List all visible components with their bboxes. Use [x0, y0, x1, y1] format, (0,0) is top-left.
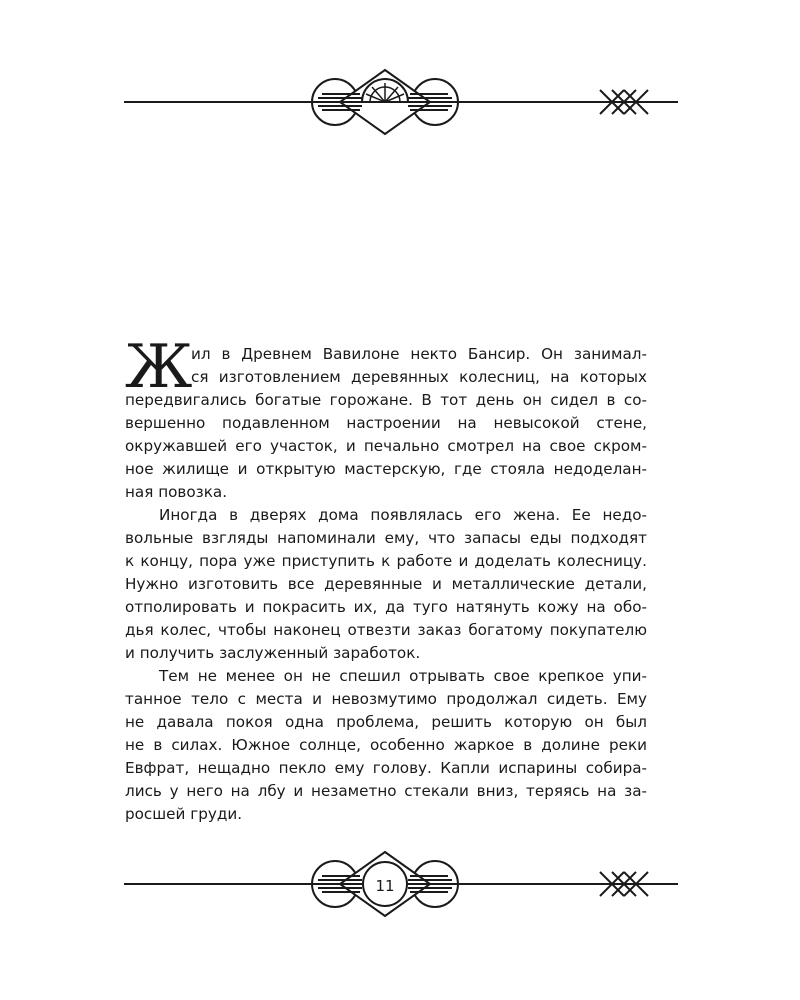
text-line: и получить заслуженный заработок.: [125, 644, 421, 662]
dropcap-paragraph-lines: [125, 343, 647, 389]
body-text: [125, 332, 647, 826]
text-line: Иногда в дверях дома появлялась его жена. Ее недо-: [159, 506, 647, 524]
text-line: Тем не менее он не спешил отрывать свое крепкое упи-: [159, 667, 647, 685]
top-ornament-graphic: [0, 62, 800, 142]
text-line: ная повозка.: [125, 483, 228, 501]
text-line: ное жилище и открытую мастерскую, где стояла недоделан-: [125, 460, 647, 478]
text-line: окружавшей его участок, и печально смотрел на свое скром-: [125, 437, 647, 455]
text-line: передвигались богатые горожане. В тот день он сидел в со-: [125, 391, 647, 409]
text-line: ся изготовлением деревянных колесниц, на которых: [191, 368, 647, 386]
text-line: вольные взгляды напоминали ему, что запасы еды подходят: [125, 529, 647, 547]
text-line: танное тело с места и невозмутимо продолжал сидеть. Ему: [125, 690, 647, 708]
text-line: к концу, пора уже приступить к работе и доделать колесницу.: [125, 552, 647, 570]
text-line: росшей груди.: [125, 805, 243, 823]
text-line: Евфрат, нещадно пекло ему голову. Капли испарины собира-: [125, 759, 647, 777]
top-ornament: [0, 62, 800, 142]
page-number: 11: [375, 877, 395, 895]
text-line: вершенно подавленном настроении на невысокой стене,: [125, 414, 647, 432]
text-line: не в силах. Южное солнце, особенно жаркое в долине реки: [125, 736, 647, 754]
drop-cap: Ж: [125, 332, 193, 402]
text-line: дья колес, чтобы наконец отвезти заказ богатому покупателю: [125, 621, 647, 639]
text-line: ил в Древнем Вавилоне некто Бансир. Он занимал-: [191, 345, 647, 363]
text-line: Нужно изготовить все деревянные и металлические детали,: [125, 575, 647, 593]
text-line: отполировать и покрасить их, да туго натянуть кожу на обо-: [125, 598, 647, 616]
text-line: лись у него на лбу и незаметно стекали вниз, теряясь на за-: [125, 782, 647, 800]
text-line: не давала покоя одна проблема, решить которую он был: [125, 713, 647, 731]
